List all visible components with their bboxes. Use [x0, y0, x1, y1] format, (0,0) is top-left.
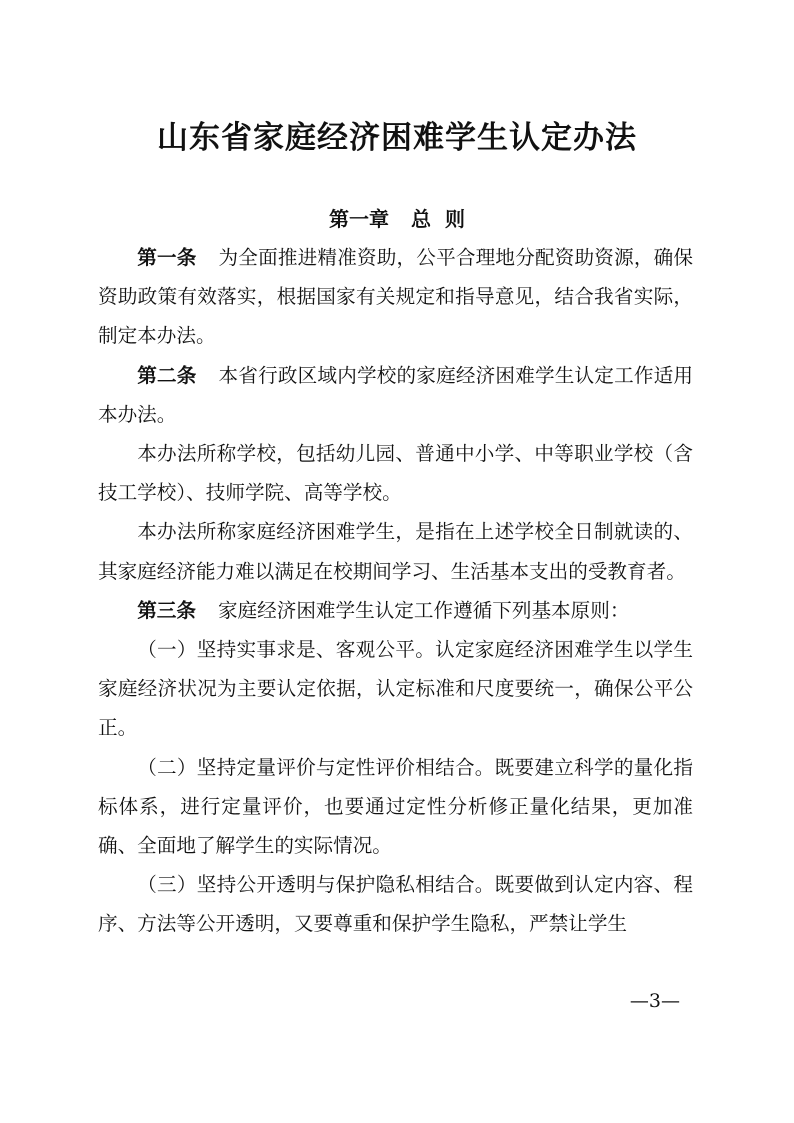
page-number: —3— — [629, 990, 680, 1012]
paragraph-text: 本办法所称家庭经济困难学生，是指在上述学校全日制就读的、其家庭经济能力难以满足在校期间学习、生活基本支出的受教育者。 — [98, 520, 693, 583]
paragraph-text: （三）坚持公开透明与保护隐私相结合。既要做到认定内容、程序、方法等公开透明，又要尊重和保护学生隐私，严禁让学生 — [98, 873, 693, 936]
paragraph-text: 本办法所称学校，包括幼儿园、普通中小学、中等职业学校（含技工学校）、技师学院、高等学校。 — [98, 442, 693, 505]
article-1-paragraph — [98, 238, 693, 356]
paragraph — [98, 512, 693, 590]
document-title: 山东省家庭经济困难学生认定办法 — [157, 120, 637, 156]
article-2-paragraph — [98, 356, 693, 434]
principle-3-paragraph — [98, 865, 693, 943]
paragraph-text: （一）坚持实事求是、客观公平。认定家庭经济困难学生以学生家庭经济状况为主要认定依据，认定标准和尺度要统一，确保公平公正。 — [98, 638, 693, 740]
article-label: 第一条 — [137, 246, 197, 269]
paragraph — [98, 434, 693, 512]
article-text: 为全面推进精准资助，公平合理地分配资助资源，确保资助政策有效落实，根据国家有关规定和指导意见，结合我省实际，制定本办法。 — [98, 246, 694, 348]
article-label: 第二条 — [137, 363, 197, 387]
principle-2-paragraph — [98, 748, 693, 866]
chapter-label: 第一章 — [329, 207, 390, 231]
principle-1-paragraph — [98, 630, 693, 748]
chapter-heading — [0, 203, 794, 232]
article-3-paragraph — [98, 591, 693, 630]
article-text: 本省行政区域内学校的家庭经济困难学生认定工作适用本办法。 — [98, 363, 694, 426]
article-label: 第三条 — [137, 598, 196, 622]
chapter-name: 总 则 — [411, 207, 465, 231]
article-text: 家庭经济困难学生认定工作遵循下列基本原则： — [217, 598, 630, 622]
document-body — [98, 238, 693, 944]
paragraph-text: （二）坚持定量评价与定性评价相结合。既要建立科学的量化指标体系，进行定量评价，也要通过定性分析修正量化结果，更加准确、全面地了解学生的实际情况。 — [98, 755, 693, 858]
